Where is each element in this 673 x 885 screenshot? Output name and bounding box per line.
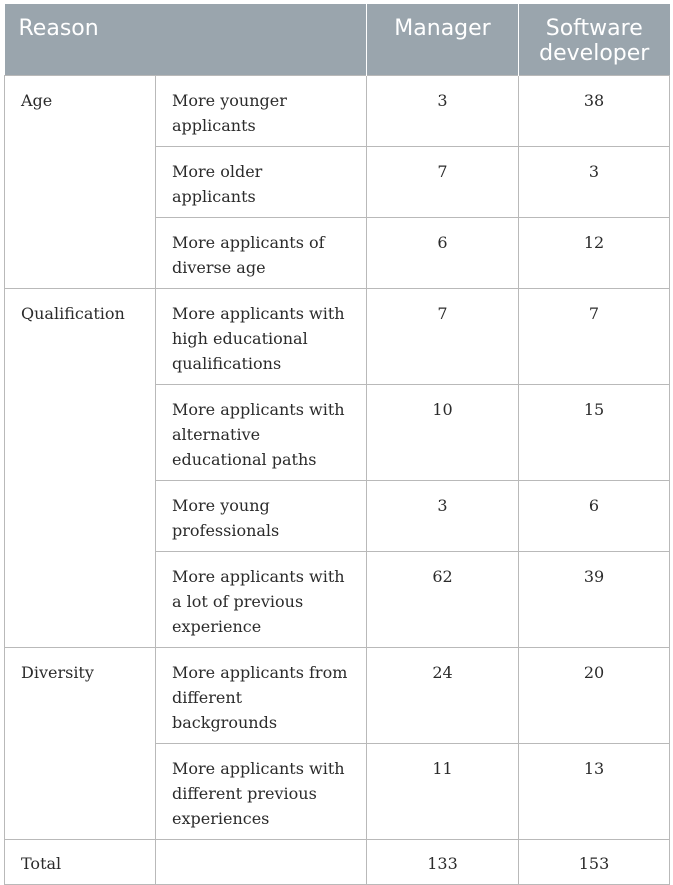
developer-cell: 39 [519, 552, 670, 648]
manager-cell: 3 [367, 76, 519, 147]
reason-cell: More applicants with different previous experiences [156, 744, 367, 840]
developer-cell: 7 [519, 289, 670, 385]
total-row [5, 840, 670, 885]
developer-cell: 12 [519, 218, 670, 289]
header-reason: Reason [5, 4, 367, 76]
header-row [5, 4, 670, 76]
group-label-diversity: Diversity [5, 648, 156, 840]
reason-cell: More young professionals [156, 481, 367, 552]
total-label: Total [5, 840, 156, 885]
developer-cell: 6 [519, 481, 670, 552]
developer-cell: 15 [519, 385, 670, 481]
group-label-age: Age [5, 76, 156, 289]
reason-cell: More applicants with a lot of previous experience [156, 552, 367, 648]
developer-cell: 20 [519, 648, 670, 744]
header-software-developer: Software developer [519, 4, 670, 76]
manager-cell: 3 [367, 481, 519, 552]
table-row [5, 648, 670, 744]
developer-cell: 3 [519, 147, 670, 218]
reason-cell: More applicants with high educational qualifications [156, 289, 367, 385]
total-empty-cell [156, 840, 367, 885]
reason-cell: More applicants with alternative educational paths [156, 385, 367, 481]
developer-cell: 13 [519, 744, 670, 840]
reason-cell: More older applicants [156, 147, 367, 218]
manager-cell: 7 [367, 147, 519, 218]
manager-cell: 24 [367, 648, 519, 744]
manager-cell: 62 [367, 552, 519, 648]
manager-cell: 10 [367, 385, 519, 481]
manager-cell: 7 [367, 289, 519, 385]
reason-cell: More applicants of diverse age [156, 218, 367, 289]
manager-cell: 6 [367, 218, 519, 289]
table-row [5, 289, 670, 385]
total-developer: 153 [519, 840, 670, 885]
data-table [4, 4, 670, 885]
table-row [5, 76, 670, 147]
manager-cell: 11 [367, 744, 519, 840]
header-manager: Manager [367, 4, 519, 76]
total-manager: 133 [367, 840, 519, 885]
developer-cell: 38 [519, 76, 670, 147]
group-label-qualification: Qualification [5, 289, 156, 648]
reason-cell: More younger applicants [156, 76, 367, 147]
reason-cell: More applicants from different backgrounds [156, 648, 367, 744]
